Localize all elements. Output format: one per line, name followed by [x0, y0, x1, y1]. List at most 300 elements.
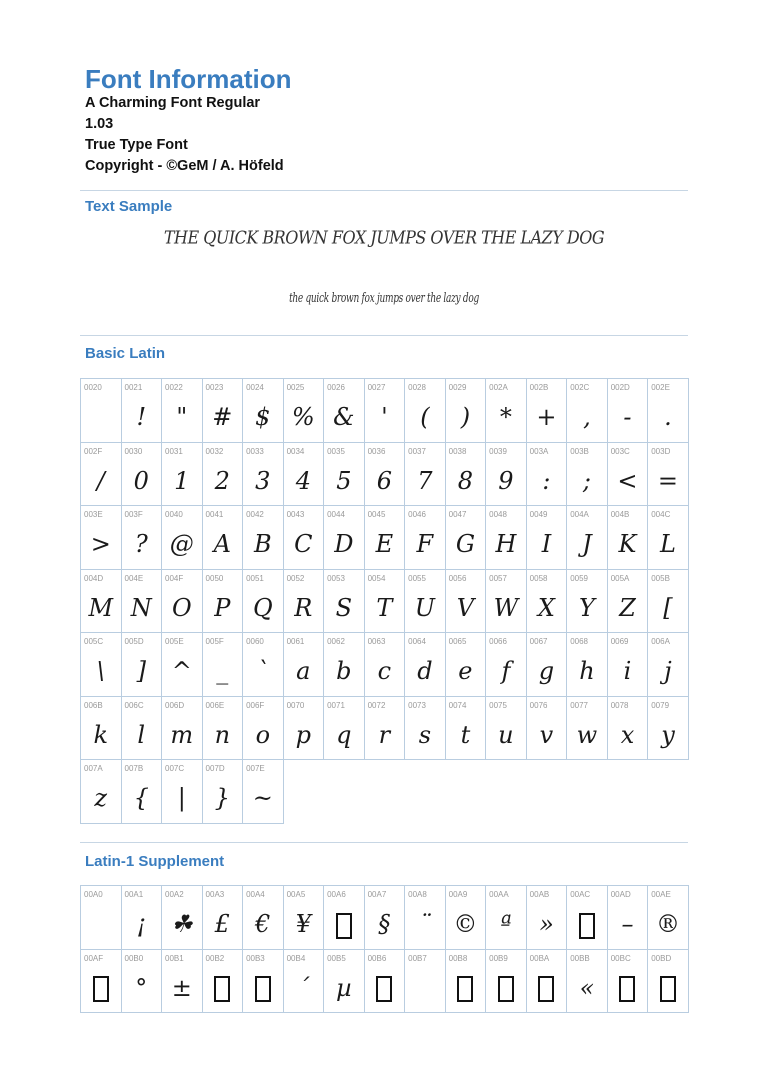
glyph-sample: /: [96, 466, 105, 495]
glyph-cell: [243, 697, 284, 761]
glyph-sample: n: [214, 720, 231, 749]
glyph-cell: [243, 633, 284, 697]
missing-glyph-box: [81, 970, 121, 1006]
glyph-cell: [486, 506, 527, 570]
glyph-sample: g: [538, 657, 555, 685]
codepoint-label: 004A: [570, 510, 589, 519]
codepoint-label: 003E: [84, 510, 103, 519]
glyph-cell: [122, 760, 163, 824]
codepoint-label: 00B3: [246, 953, 265, 963]
missing-glyph-box: [203, 970, 243, 1006]
glyph-cell: [243, 760, 284, 824]
notdef-box-icon: [619, 976, 635, 1002]
glyph-sample: h: [579, 657, 595, 685]
sample-uppercase: THE QUICK BROWN FOX JUMPS OVER THE LAZY DOG: [163, 227, 605, 248]
codepoint-label: 0065: [448, 637, 467, 646]
codepoint-label: 0044: [327, 510, 345, 519]
glyph-cell: [446, 570, 487, 634]
notdef-box-icon: [660, 976, 676, 1002]
glyph-cell: [203, 379, 244, 443]
codepoint-label: 006A: [651, 637, 670, 646]
codepoint-label: 0066: [489, 637, 507, 646]
codepoint-label: 0061: [286, 637, 305, 646]
glyph-sample: §: [378, 910, 391, 938]
codepoint-label: 00B5: [327, 953, 346, 963]
codepoint-label: 00AF: [84, 953, 104, 963]
divider: [80, 335, 688, 336]
codepoint-label: 0079: [651, 700, 670, 710]
glyph-sample: Q: [252, 593, 273, 622]
latin1-grid: [80, 885, 689, 1013]
glyph-cell: [446, 633, 487, 697]
glyph-cell: [567, 506, 608, 570]
glyph-sample: `: [256, 657, 269, 685]
font-copyright: Copyright - ©GeM / A. Höfeld: [85, 158, 284, 174]
glyph-cell: [567, 950, 608, 1014]
glyph-sample: ': [381, 403, 388, 431]
glyph-cell: [122, 633, 163, 697]
codepoint-label: 0054: [367, 573, 386, 583]
glyph-cell: [284, 443, 325, 507]
codepoint-label: 00A0: [84, 890, 103, 899]
glyph-cell: [324, 886, 365, 950]
glyph-cell: [446, 886, 487, 950]
codepoint-label: 0049: [529, 510, 548, 519]
codepoint-label: 00B9: [489, 953, 508, 963]
codepoint-label: 00A1: [124, 890, 144, 899]
glyph-cell: [405, 443, 446, 507]
glyph-cell: [284, 570, 325, 634]
codepoint-label: 0038: [448, 446, 467, 456]
glyph-cell: [203, 633, 244, 697]
notdef-box-icon: [457, 976, 473, 1002]
glyph-cell: [203, 886, 244, 950]
codepoint-label: 003D: [651, 446, 671, 456]
glyph-sample: F: [416, 530, 434, 558]
glyph-sample: =: [657, 466, 679, 495]
glyph-sample: A: [213, 530, 231, 558]
glyph-cell: [284, 886, 325, 950]
text-sample-heading: Text Sample: [85, 198, 173, 215]
glyph-sample: N: [130, 593, 152, 622]
glyph-sample: ]: [136, 657, 146, 685]
glyph-sample: !: [136, 403, 147, 431]
codepoint-label: 0023: [205, 383, 224, 392]
divider: [80, 190, 688, 191]
glyph-cell: [203, 697, 244, 761]
glyph-cell: [648, 886, 689, 950]
glyph-sample: »: [539, 910, 554, 938]
glyph-cell: [162, 443, 203, 507]
glyph-cell: [81, 506, 122, 570]
glyph-sample: ,: [583, 403, 591, 431]
codepoint-label: 00B2: [205, 953, 225, 963]
glyph-cell: [648, 633, 689, 697]
codepoint-label: 00AA: [489, 890, 509, 899]
codepoint-label: 002A: [489, 383, 508, 392]
glyph-sample: 5: [336, 466, 352, 495]
glyph-cell: [648, 443, 689, 507]
codepoint-label: 0067: [529, 637, 548, 646]
glyph-sample: ^: [171, 657, 192, 685]
glyph-sample: ~: [252, 784, 273, 812]
glyph-cell: [648, 950, 689, 1014]
glyph-sample: Z: [619, 593, 636, 622]
codepoint-label: 0024: [246, 383, 264, 392]
codepoint-label: 0030: [124, 446, 143, 456]
glyph-cell: [486, 379, 527, 443]
codepoint-label: 0022: [165, 383, 183, 392]
glyph-sample: ®: [655, 910, 680, 938]
glyph-sample: K: [618, 530, 637, 558]
glyph-cell: [243, 379, 284, 443]
glyph-sample: ;: [582, 466, 591, 495]
glyph-cell: [446, 443, 487, 507]
missing-glyph-box: [527, 970, 567, 1006]
codepoint-label: 0041: [205, 510, 224, 519]
glyph-cell: [122, 570, 163, 634]
glyph-sample: a: [296, 657, 311, 685]
glyph-sample: £: [214, 910, 230, 938]
glyph-cell: [284, 697, 325, 761]
missing-glyph-box: [243, 970, 283, 1006]
glyph-cell: [648, 570, 689, 634]
glyph-sample: 7: [417, 466, 433, 495]
glyph-cell: [527, 443, 568, 507]
glyph-cell: [567, 570, 608, 634]
glyph-cell: [284, 379, 325, 443]
glyph-cell: [527, 697, 568, 761]
codepoint-label: 006C: [124, 700, 144, 710]
glyph-sample: °: [135, 973, 148, 1002]
codepoint-label: 00A4: [246, 890, 265, 899]
codepoint-label: 0070: [286, 700, 305, 710]
codepoint-label: 0043: [286, 510, 305, 519]
glyph-sample: u: [498, 720, 514, 749]
glyph-cell: [122, 950, 163, 1014]
glyph-sample: D: [334, 530, 354, 558]
glyph-cell: [608, 570, 649, 634]
notdef-box-icon: [498, 976, 514, 1002]
codepoint-label: 00A6: [327, 890, 346, 899]
glyph-cell: [122, 886, 163, 950]
missing-glyph-box: [648, 970, 688, 1006]
glyph-cell: [405, 506, 446, 570]
glyph-sample: ): [460, 403, 471, 431]
glyph-sample: >: [90, 530, 111, 558]
glyph-sample: (: [420, 403, 430, 431]
glyph-cell: [203, 950, 244, 1014]
glyph-cell: [243, 886, 284, 950]
codepoint-label: 0071: [327, 700, 345, 710]
codepoint-label: 00AD: [610, 890, 631, 899]
notdef-box-icon: [93, 976, 109, 1002]
glyph-cell: [122, 506, 163, 570]
codepoint-label: 0057: [489, 573, 507, 583]
glyph-cell: [81, 379, 122, 443]
glyph-sample: _: [216, 657, 229, 685]
glyph-cell: [567, 697, 608, 761]
codepoint-label: 007C: [165, 764, 185, 773]
glyph-sample: 8: [457, 466, 474, 495]
codepoint-label: 007A: [84, 764, 103, 773]
glyph-sample: e: [458, 657, 473, 685]
glyph-sample: X: [537, 593, 555, 622]
page-title: Font Information: [85, 64, 292, 94]
glyph-sample: r: [378, 720, 391, 749]
codepoint-label: 005A: [610, 573, 630, 583]
glyph-cell: [122, 697, 163, 761]
glyph-sample: ´: [297, 973, 310, 1002]
latin1-heading: Latin-1 Supplement: [85, 853, 225, 870]
glyph-sample: |: [177, 784, 186, 812]
glyph-cell: [608, 506, 649, 570]
glyph-cell: [365, 697, 406, 761]
notdef-box-icon: [214, 976, 230, 1002]
glyph-cell: [324, 506, 365, 570]
glyph-cell: [567, 633, 608, 697]
glyph-sample: 4: [295, 466, 311, 495]
glyph-cell: [162, 379, 203, 443]
glyph-cell: [81, 697, 122, 761]
codepoint-label: 0026: [327, 383, 345, 392]
missing-glyph-box: [365, 970, 405, 1006]
codepoint-label: 00B7: [408, 953, 427, 963]
font-type: True Type Font: [85, 137, 188, 153]
glyph-cell: [486, 443, 527, 507]
glyph-sample: 1: [174, 466, 190, 495]
glyph-sample: ª: [500, 910, 512, 938]
glyph-sample: E: [375, 530, 394, 558]
glyph-cell: [365, 443, 406, 507]
glyph-cell: [324, 697, 365, 761]
codepoint-label: 005D: [124, 637, 144, 646]
glyph-sample: y: [661, 720, 675, 749]
glyph-sample: ?: [134, 530, 148, 558]
codepoint-label: 007D: [205, 764, 225, 773]
glyph-cell: [527, 379, 568, 443]
glyph-sample: %: [291, 403, 315, 431]
glyph-cell: [486, 950, 527, 1014]
glyph-sample: O: [171, 593, 192, 622]
codepoint-label: 00BD: [651, 953, 672, 963]
glyph-cell: [608, 886, 649, 950]
glyph-sample: z: [94, 784, 108, 812]
codepoint-label: 002B: [529, 383, 549, 392]
glyph-sample: m: [170, 720, 194, 749]
glyph-sample: W: [493, 593, 519, 622]
glyph-sample: 6: [376, 466, 392, 495]
glyph-cell: [608, 633, 649, 697]
codepoint-label: 0037: [408, 446, 426, 456]
glyph-sample: Y: [579, 593, 595, 622]
codepoint-label: 0048: [489, 510, 507, 519]
glyph-cell: [365, 506, 406, 570]
codepoint-label: 004C: [651, 510, 671, 519]
codepoint-label: 002F: [84, 446, 103, 456]
glyph-cell: [203, 443, 244, 507]
codepoint-label: 00A2: [165, 890, 184, 899]
codepoint-label: 004D: [84, 573, 104, 583]
glyph-sample: }: [214, 784, 230, 812]
codepoint-label: 00A3: [205, 890, 225, 899]
glyph-cell: [81, 633, 122, 697]
notdef-box-icon: [538, 976, 554, 1002]
glyph-cell: [284, 950, 325, 1014]
codepoint-label: 00A7: [367, 890, 387, 899]
glyph-cell: [486, 886, 527, 950]
glyph-cell: [324, 443, 365, 507]
codepoint-label: 0045: [367, 510, 386, 519]
glyph-cell: [162, 760, 203, 824]
glyph-cell: [203, 570, 244, 634]
glyph-sample: C: [294, 530, 313, 558]
glyph-cell: [81, 760, 122, 824]
glyph-sample: *: [499, 403, 512, 431]
glyph-sample: –: [621, 910, 634, 938]
codepoint-label: 002E: [651, 383, 670, 392]
glyph-sample: v: [539, 720, 554, 749]
codepoint-label: 0031: [165, 446, 183, 456]
notdef-box-icon: [376, 976, 392, 1002]
codepoint-label: 00A5: [286, 890, 306, 899]
glyph-sample: G: [455, 530, 475, 558]
glyph-cell: [365, 950, 406, 1014]
glyph-sample: x: [620, 720, 635, 749]
glyph-cell: [486, 697, 527, 761]
codepoint-label: 00B8: [448, 953, 468, 963]
codepoint-label: 00BB: [570, 953, 590, 963]
codepoint-label: 0068: [570, 637, 588, 646]
glyph-cell: [567, 443, 608, 507]
codepoint-label: 006E: [205, 700, 225, 710]
glyph-sample: <: [617, 466, 638, 495]
codepoint-label: 005B: [651, 573, 670, 583]
glyph-sample: R: [294, 593, 313, 622]
glyph-sample: @: [169, 530, 194, 558]
glyph-sample: -: [623, 403, 632, 431]
codepoint-label: 0020: [84, 383, 102, 392]
glyph-sample: b: [336, 657, 352, 685]
glyph-cell: [527, 506, 568, 570]
glyph-sample: c: [377, 657, 392, 685]
codepoint-label: 003C: [610, 446, 630, 456]
codepoint-label: 004B: [610, 510, 630, 519]
codepoint-label: 006D: [165, 700, 185, 710]
codepoint-label: 0042: [246, 510, 264, 519]
codepoint-label: 0074: [448, 700, 467, 710]
glyph-cell: [81, 950, 122, 1014]
codepoint-label: 0055: [408, 573, 426, 583]
glyph-cell: [162, 886, 203, 950]
glyph-cell: [405, 570, 446, 634]
glyph-sample: U: [414, 593, 435, 622]
missing-glyph-box: [446, 970, 486, 1006]
glyph-cell: [203, 760, 244, 824]
glyph-cell: [162, 506, 203, 570]
glyph-cell: [81, 570, 122, 634]
glyph-sample: ©: [453, 910, 478, 938]
basic-latin-heading: Basic Latin: [85, 345, 166, 362]
codepoint-label: 004E: [124, 573, 144, 583]
glyph-sample: j: [664, 657, 672, 685]
glyph-cell: [122, 379, 163, 443]
glyph-sample: i: [623, 657, 632, 685]
glyph-cell: [567, 886, 608, 950]
glyph-cell: [648, 506, 689, 570]
glyph-sample: s: [418, 720, 432, 749]
glyph-cell: [243, 506, 284, 570]
codepoint-label: 0052: [286, 573, 305, 583]
glyph-cell: [527, 570, 568, 634]
codepoint-label: 00AE: [651, 890, 671, 899]
codepoint-label: 0064: [408, 637, 426, 646]
notdef-box-icon: [579, 913, 595, 939]
glyph-cell: [446, 697, 487, 761]
glyph-sample: ¥: [295, 910, 311, 938]
codepoint-label: 0058: [529, 573, 548, 583]
glyph-sample: [: [663, 593, 673, 622]
glyph-sample: ¨: [418, 910, 431, 938]
glyph-cell: [648, 697, 689, 761]
glyph-cell: [405, 697, 446, 761]
codepoint-label: 0021: [124, 383, 143, 392]
font-version: 1.03: [85, 116, 114, 132]
glyph-cell: [324, 379, 365, 443]
codepoint-label: 003B: [570, 446, 589, 456]
glyph-cell: [527, 950, 568, 1014]
glyph-cell: [446, 950, 487, 1014]
codepoint-label: 00BA: [529, 953, 550, 963]
glyph-cell: [122, 443, 163, 507]
codepoint-label: 0029: [448, 383, 467, 392]
glyph-sample: I: [541, 530, 552, 558]
missing-glyph-box: [567, 906, 607, 942]
glyph-sample: V: [456, 593, 475, 622]
codepoint-label: 0028: [408, 383, 426, 392]
codepoint-label: 0025: [286, 383, 305, 392]
glyph-sample: B: [254, 530, 272, 558]
glyph-cell: [203, 506, 244, 570]
glyph-sample: 9: [498, 466, 514, 495]
notdef-box-icon: [336, 913, 352, 939]
glyph-sample: M: [88, 593, 114, 622]
codepoint-label: 00AB: [529, 890, 550, 899]
codepoint-label: 005F: [205, 637, 224, 646]
notdef-box-icon: [255, 976, 271, 1002]
codepoint-label: 00B0: [124, 953, 144, 963]
glyph-sample: p: [295, 720, 312, 749]
glyph-sample: S: [335, 593, 353, 622]
glyph-cell: [162, 950, 203, 1014]
glyph-sample: 2: [214, 466, 230, 495]
glyph-sample: l: [137, 720, 146, 749]
divider: [80, 842, 688, 843]
glyph-sample: H: [495, 530, 517, 558]
glyph-sample: d: [417, 657, 433, 685]
codepoint-label: 0050: [205, 573, 224, 583]
glyph-cell: [162, 633, 203, 697]
codepoint-label: 0036: [367, 446, 386, 456]
glyph-cell: [446, 506, 487, 570]
glyph-cell: [405, 886, 446, 950]
glyph-sample: T: [376, 593, 393, 622]
glyph-sample: o: [255, 720, 271, 749]
codepoint-label: 0033: [246, 446, 264, 456]
codepoint-label: 0069: [610, 637, 629, 646]
basic-latin-grid: [80, 378, 689, 824]
codepoint-label: 006B: [84, 700, 103, 710]
